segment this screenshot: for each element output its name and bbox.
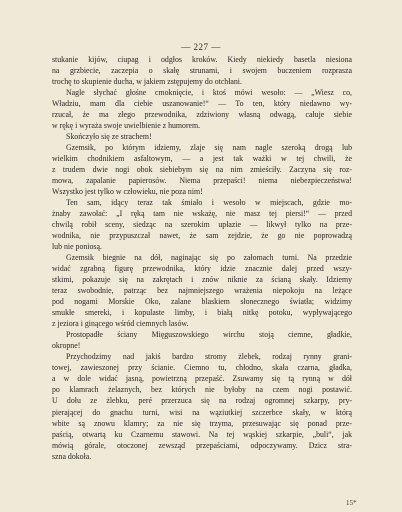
text-line: pod nogami Morskie Oko, zalane blaskiem słonecznego światła; widzimy — [52, 297, 352, 307]
text-line: Gzemsik, po którym idziemy, zlaje się nam nagle szeroką drogą lub — [66, 143, 352, 153]
text-line: z jeziora i ginącego wśród ciemnych lasów. — [52, 319, 189, 329]
text-line: smukłe smereki, i kopulaste limby, i białą nitkę potoku, wypływającego — [52, 308, 352, 318]
text-line: mowa, zapalanie papierosów. Niema przepaści! niema niebezpieczeństwa! — [52, 176, 352, 186]
text-line: a w dole widać jasną, powietrzną przepaść. Zsuwamy się tą rynną w dół — [52, 374, 352, 384]
text-line: okropne! — [52, 341, 81, 351]
text-line: wielkim chodnikiem asfaltowym, — a jest tak ważki w tej chwili, że — [52, 154, 352, 164]
text-line: rzucał, że ma złego przewodnika, zdziwiony własną odwagą, całuje siebie — [52, 110, 352, 120]
text-line: lub nie poniosą. — [52, 242, 102, 252]
text-line: widać zgrabną figurę przewodnika, który idzie znacznie dalej przed wszy- — [52, 264, 352, 274]
text-line: U dołu ze żlebku, peré przerzuca się na rodzaj ogromnej szkarpy, pry- — [52, 396, 352, 406]
text-line: chwilą robił sceny, siedząc na szerokim upłazie — likwył tylko na prze- — [52, 220, 352, 230]
text-line: na grzbiecie, zaczepia o skałę strunami, i swojem buczeniem rozprasza — [52, 66, 352, 76]
text-line: Skończyło się ze strachem! — [66, 132, 152, 142]
text-line: po klamrach żelaznych, bez których nie byłoby na czem nogi postawić. — [52, 385, 352, 395]
text-line: stkimi, pokazuje się na zakrętach i znów niknie za ścianą skały. Idziemy — [52, 275, 352, 285]
text-line: Prostopadłe ściany Mięguszowskiego wirchu stoją ciemne, gładkie, — [66, 330, 352, 340]
page-number: — 227 — — [181, 42, 221, 52]
text-line: z trudem dwie nogi obok siebiebym się na nim zmieściły. Zaczyna się roz- — [52, 165, 352, 175]
text-line: wodnika, nie przypuszczał nawet, że sam zejdzie, że go nie poprowadzą — [52, 231, 352, 241]
text-line: Nagle słychać głośne cmoknięcie, i ktoś mówi wesoło: — „Wiesz co, — [66, 88, 352, 98]
text-line: Gzemsik biegnie na dół, naginając się po załomach turni. Na przedzie — [66, 253, 352, 263]
text-line: paścią, otwartą ku Czarnemu stawowi. Na tej wąskiej szkarpie, „buli“, jak — [52, 429, 352, 439]
text-line: trochę to skupienie ducha, w jakiem zstępujemy do otchłani. — [52, 77, 242, 87]
text-line: Przychodzimy nad jakiś bardzo stromy żlebek, rodzaj rynny grani- — [66, 352, 352, 362]
text-line: wbite są znowu klamry; za nie się trzyma, przesuwając się ponad prze- — [52, 418, 352, 428]
body-text — [52, 54, 352, 462]
text-line: Władziu, mam dla ciebie uszanowanie!“ — To ten, który niedawno wy- — [52, 99, 352, 109]
text-line: w rękę i wyraża swoje uwielbienie z humorem. — [52, 121, 201, 131]
text-line: pierającej do gnachu turni, wisi na wąziutkiej szczerbce skały, w którą — [52, 407, 352, 417]
text-line: Wszystko jest tylko w człowieku, nie poza nim! — [52, 187, 203, 197]
printer-signature: 15* — [346, 499, 357, 507]
text-line: stukanie kijów, ciupag i odgłos kroków. Kiedy niekiedy basetla niesiona — [52, 55, 352, 64]
text-line: towej, zawieszonej przy ścianie. Ciemno tu, chłodno, skała czarna, gładka, — [52, 363, 352, 373]
text-line: teraz swobodnie, patrząc bez najmniejszego wrażenia niepokoju na leżące — [52, 286, 352, 296]
text-line: żnaby zawołać: „I ręką tam nie wskażę, nie masz tej piersi!“ — przed — [52, 209, 352, 219]
text-line: szna dokoła. — [52, 451, 92, 461]
text-line: mówią górale, otoczonej zewsząd przepaściami, odpoczywamy. Dzicz stra- — [52, 440, 352, 450]
text-line: Ten sam, idący teraz tak śmiało i wesoło w miejscach, gdzie mo- — [66, 198, 352, 208]
